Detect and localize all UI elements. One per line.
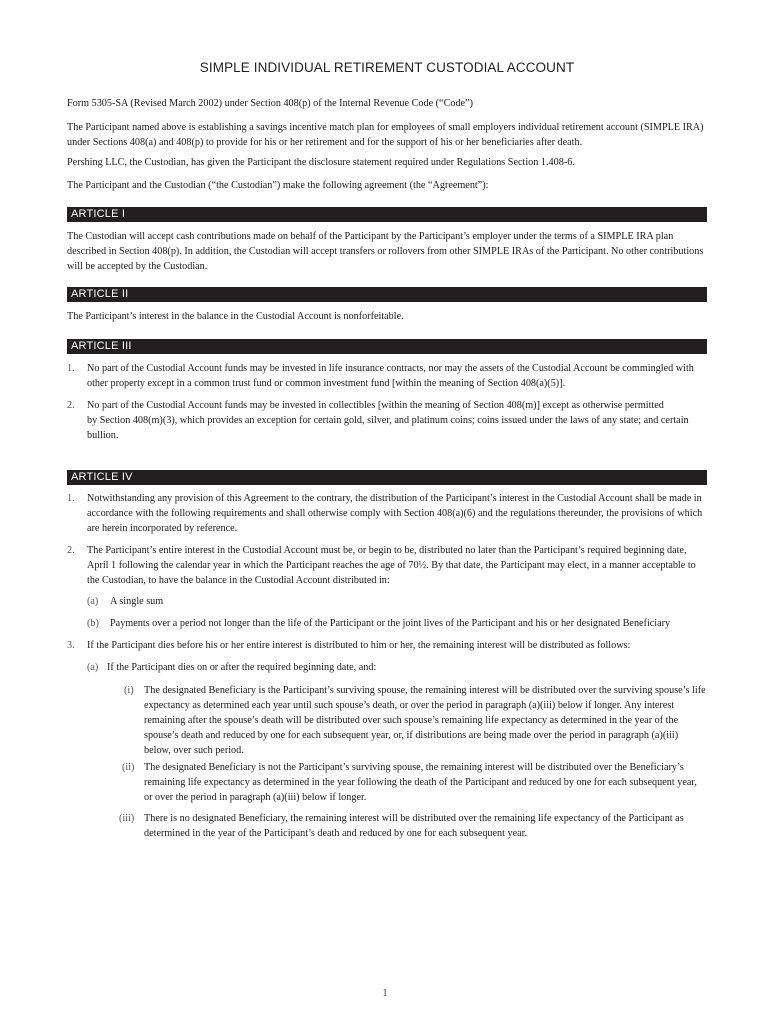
custodian-paragraph: Pershing LLC, the Custodian, has given the Participant the disclosure statement required under Regulations Section 1.408-6. (67, 157, 575, 168)
item-text: If the Participant dies on or after the required beginning date, and: (107, 662, 377, 673)
article-3-item-1 (67, 361, 707, 391)
item-number: 1. (67, 493, 75, 504)
item-number: (a) (87, 596, 99, 607)
article-4-item-3 (67, 638, 707, 653)
article-4-item-2 (67, 543, 707, 588)
item-number: 1. (67, 363, 75, 374)
article-1-text: The Custodian will accept cash contributions made on behalf of the Participant by the Participant’s employer under the terms of a SIMPLE IRA plan described in Section 408(p). In addition, the Custodian will accept transfers or rollovers from other SIMPLE IRAs of the Participant. No other contributions will be accepted by the Custodian. (67, 231, 704, 272)
item-number: (i) (124, 685, 134, 696)
item-text: The designated Beneficiary is not the Participant’s surviving spouse, the remaining interest will be distributed over the Beneficiary’s remaining life expectancy as determined in the year following the death of the Participant and reduced by one for each subsequent year, or over the period in paragraph (a)(iii) below if longer. (144, 762, 697, 803)
item-text: The Participant’s entire interest in the Custodial Account must be, or begin to be, distributed no later than the Participant’s required beginning date, April 1 following the calendar year in which the Participant reaches the age of 70½. By that date, the Participant may elect, in a manner acceptable to the Custodian, to have the balance in the Custodial Account distributed in: (87, 545, 696, 586)
item-number: (ii) (122, 762, 135, 773)
item-text: The designated Beneficiary is the Participant’s surviving spouse, the remaining interest will be distributed over the surviving spouse’s life expectancy as determined each year until such spouse’s death, or over the period in paragraph (a)(iii) below if longer. Any interest remaining after the spouse’s death will be distributed over such spouse’s remaining life expectancy as determined in the year of the spouse’s death and reduced by one for each subsequent year, or, if distributions are being made over the period in paragraph (a)(iii) below, over such period. (144, 685, 706, 756)
article-3-heading: ARTICLE III (67, 339, 707, 354)
article-4-item-1 (67, 491, 707, 536)
item-text: No part of the Custodial Account funds may be invested in collectibles [within the meaning of Section 408(m)] except as otherwise permitted (87, 400, 664, 411)
participant-paragraph: The Participant named above is establishing a savings incentive match plan for employees of small employers individual retirement account (SIMPLE IRA) under Sections 408(a) and 408(p) to provide for his or her retirement and for the support of his or her beneficiaries after death. (67, 122, 704, 148)
item-text-continued: by Section 408(m)(3), which provides an exception for certain gold, silver, and platinum coins; coins issued under the laws of any state; and certain bullion. (87, 415, 689, 441)
form-reference: Form 5305-SA (Revised March 2002) under Section 408(p) of the Internal Revenue Code (“Code”) (67, 98, 473, 109)
article-4-item-3a-iii (119, 811, 707, 841)
article-4-item-3a-i (122, 683, 707, 758)
item-number: (a) (87, 662, 99, 673)
article-2-heading: ARTICLE II (67, 287, 707, 302)
item-text: If the Participant dies before his or her entire interest is distributed to him or her, the remaining interest will be distributed as follows: (87, 640, 631, 651)
item-number: (b) (87, 618, 99, 629)
item-number: 3. (67, 640, 75, 651)
article-4-item-2b (67, 616, 707, 631)
item-text: There is no designated Beneficiary, the remaining interest will be distributed over the remaining life expectancy of the Participant as determined in the year of the Participant’s death and reduced by one for each subsequent year. (144, 813, 684, 839)
page-number: 1 (382, 988, 388, 999)
agreement-paragraph: The Participant and the Custodian (“the Custodian”) make the following agreement (the “Agreement”): (67, 180, 489, 191)
item-text: A single sum (110, 596, 164, 607)
document-title: SIMPLE INDIVIDUAL RETIREMENT CUSTODIAL ACCOUNT (199, 60, 575, 75)
article-3-item-2 (67, 398, 707, 443)
article-1-heading: ARTICLE I (67, 207, 707, 222)
article-4-heading: ARTICLE IV (67, 470, 707, 485)
article-4-item-3a-ii (122, 760, 707, 805)
item-text: Payments over a period not longer than the life of the Participant or the joint lives of the Participant and his or her designated Beneficiary (110, 618, 671, 629)
item-number: (iii) (119, 813, 135, 824)
article-4-item-2a (67, 594, 707, 609)
item-text: Notwithstanding any provision of this Agreement to the contrary, the distribution of the Participant’s interest in the Custodial Account shall be made in accordance with the following requirements and shall otherwise comply with Section 408(a)(6) and the regulations thereunder, the provisions of which are herein incorporated by reference. (87, 493, 703, 534)
article-2-text: The Participant’s interest in the balance in the Custodial Account is nonforfeitable. (67, 311, 404, 322)
item-number: 2. (67, 545, 75, 556)
article-4-item-3a (67, 660, 707, 675)
item-text: No part of the Custodial Account funds may be invested in life insurance contracts, nor may the assets of the Custodial Account be commingled with other property except in a common trust fund or common investment fund [within the meaning of Section 408(a)(5)]. (87, 363, 694, 389)
item-number: 2. (67, 400, 75, 411)
